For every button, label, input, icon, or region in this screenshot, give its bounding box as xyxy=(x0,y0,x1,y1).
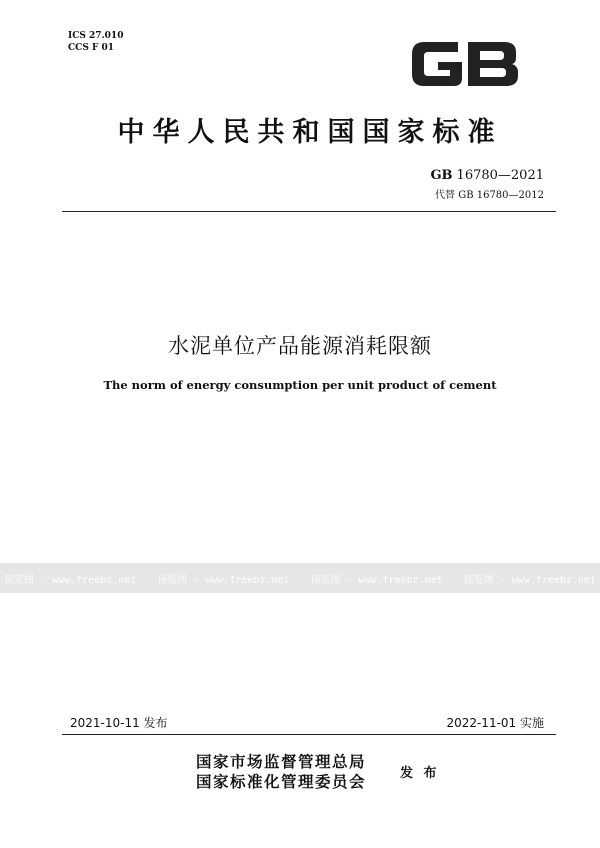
gb-logo-b xyxy=(468,42,518,86)
issuing-authorities xyxy=(196,752,366,792)
implementation-date: 2022-11-01 实施 xyxy=(446,716,544,730)
footer-divider xyxy=(62,734,556,735)
document-title-english: The norm of energy consumption per unit product of cement xyxy=(103,378,497,392)
watermark-text: 预览图 - www.freebz.net xyxy=(157,574,290,586)
standard-number-prefix: GB xyxy=(430,168,453,183)
ics-code: ICS 27.010 xyxy=(68,31,124,41)
watermark-text: 预览图 - www.freebz.net xyxy=(4,574,137,586)
issuer-sac: 国家标准化管理委员会 xyxy=(196,772,367,791)
issue-date: 2021-10-11 发布 xyxy=(70,716,168,730)
ccs-code: CCS F 01 xyxy=(68,43,115,53)
publish-label: 发 布 xyxy=(400,766,440,781)
standard-number-value: 16780—2021 xyxy=(456,168,544,183)
standard-number xyxy=(430,168,544,183)
header-divider xyxy=(62,211,556,212)
gb-logo-g xyxy=(412,42,462,86)
national-standard-heading: 中华人民共和国国家标准 xyxy=(117,117,503,148)
watermark-banner xyxy=(0,563,600,593)
issuer-samr: 国家市场监督管理总局 xyxy=(196,752,367,771)
gb-logo xyxy=(404,36,526,90)
replaces-standard: 代替 GB 16780—2012 xyxy=(435,190,544,201)
classification-codes xyxy=(68,30,123,54)
watermark-text: 预览图 - www.freebz.net xyxy=(463,574,596,586)
watermark-text: 预览图 - www.freebz.net xyxy=(310,574,443,586)
document-title-chinese: 水泥单位产品能源消耗限额 xyxy=(168,334,432,358)
